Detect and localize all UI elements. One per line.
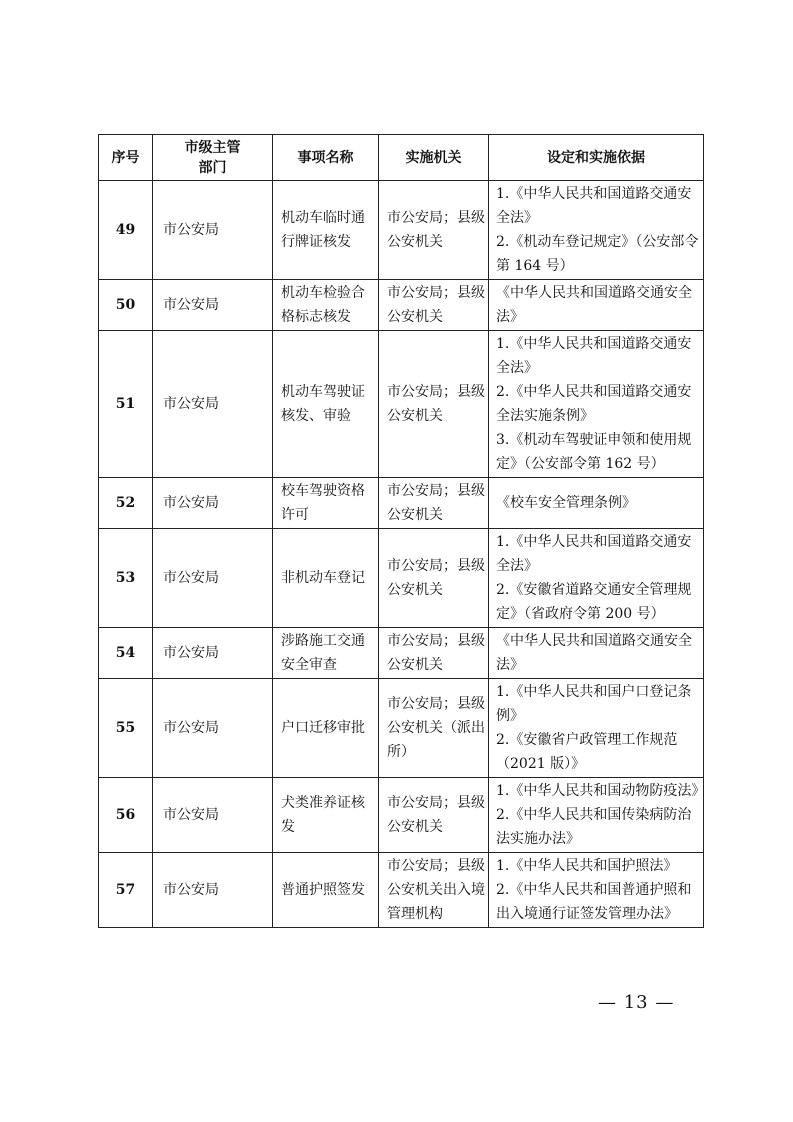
row-basis (489, 778, 704, 853)
row-org: 市公安局；县级公安机关 (379, 331, 489, 478)
basis-item: 1.《中华人民共和国动物防疫法》 (496, 783, 706, 799)
row-basis (489, 331, 704, 478)
row-name: 户口迁移审批 (273, 679, 379, 778)
row-name: 机动车驾驶证核发、审验 (273, 331, 379, 478)
table-row (99, 853, 704, 928)
row-basis (489, 478, 704, 529)
row-number: 54 (99, 628, 153, 679)
row-dept: 市公安局 (153, 628, 273, 679)
row-number: 51 (99, 331, 153, 478)
basis-item: 《校车安全管理条例》 (496, 495, 636, 511)
page-number: — 13 — (598, 992, 675, 1013)
row-dept: 市公安局 (153, 529, 273, 628)
header-no: 序号 (99, 135, 153, 181)
basis-item: 《中华人民共和国道路交通安全法》 (496, 285, 692, 325)
row-org: 市公安局；县级公安机关 (379, 181, 489, 280)
table-row (99, 181, 704, 280)
row-name: 机动车检验合格标志核发 (273, 280, 379, 331)
header-dept-line2: 部门 (198, 159, 227, 176)
basis-item: 2.《中华人民共和国道路交通安全法实施条例》 (496, 384, 692, 424)
header-dept (153, 135, 273, 181)
table-row (99, 331, 704, 478)
row-org: 市公安局；县级公安机关出入境管理机构 (379, 853, 489, 928)
row-number: 49 (99, 181, 153, 280)
basis-item: 1.《中华人民共和国道路交通安全法》 (496, 534, 692, 574)
row-org: 市公安局；县级公安机关 (379, 529, 489, 628)
row-name: 非机动车登记 (273, 529, 379, 628)
basis-item: 1.《中华人民共和国户口登记条例》 (496, 684, 692, 724)
row-name: 普通护照签发 (273, 853, 379, 928)
table-body (99, 181, 704, 928)
row-name: 机动车临时通行牌证核发 (273, 181, 379, 280)
table-row (99, 628, 704, 679)
row-number: 57 (99, 853, 153, 928)
row-dept: 市公安局 (153, 478, 273, 529)
table-row (99, 778, 704, 853)
items-table (98, 134, 704, 928)
basis-item: 2.《机动车登记规定》（公安部令第 164 号） (496, 234, 699, 274)
row-number: 50 (99, 280, 153, 331)
row-org: 市公安局；县级公安机关 (379, 628, 489, 679)
basis-item: 2.《中华人民共和国普通护照和出入境通行证签发管理办法》 (496, 882, 692, 922)
basis-item: 2.《中华人民共和国传染病防治法实施办法》 (496, 807, 692, 847)
row-org: 市公安局；县级公安机关 (379, 778, 489, 853)
row-basis (489, 280, 704, 331)
basis-item: 1.《中华人民共和国道路交通安全法》 (496, 336, 692, 376)
row-number: 56 (99, 778, 153, 853)
header-dept-line1: 市级主管 (184, 139, 241, 156)
row-name: 校车驾驶资格许可 (273, 478, 379, 529)
basis-item: 2.《安徽省道路交通安全管理规定》（省政府令第 200 号） (496, 582, 692, 622)
basis-item: 2.《安徽省户政管理工作规范（2021 版）》 (496, 732, 678, 772)
table-row (99, 679, 704, 778)
row-dept: 市公安局 (153, 181, 273, 280)
row-basis (489, 679, 704, 778)
row-basis (489, 853, 704, 928)
header-name: 事项名称 (273, 135, 379, 181)
row-dept: 市公安局 (153, 280, 273, 331)
table-row (99, 529, 704, 628)
row-org: 市公安局；县级公安机关 (379, 478, 489, 529)
row-dept: 市公安局 (153, 853, 273, 928)
row-dept: 市公安局 (153, 679, 273, 778)
row-name: 涉路施工交通安全审查 (273, 628, 379, 679)
row-basis (489, 628, 704, 679)
table-header-row (99, 135, 704, 181)
row-number: 53 (99, 529, 153, 628)
table-row (99, 478, 704, 529)
row-basis (489, 529, 704, 628)
row-number: 55 (99, 679, 153, 778)
basis-item: 1.《中华人民共和国道路交通安全法》 (496, 186, 692, 226)
header-basis: 设定和实施依据 (489, 135, 704, 181)
header-org: 实施机关 (379, 135, 489, 181)
basis-item: 1.《中华人民共和国护照法》 (496, 858, 678, 874)
row-dept: 市公安局 (153, 778, 273, 853)
table-row (99, 280, 704, 331)
basis-item: 3.《机动车驾驶证申领和使用规定》（公安部令第 162 号） (496, 432, 692, 472)
row-org: 市公安局；县级公安机关（派出所） (379, 679, 489, 778)
basis-item: 《中华人民共和国道路交通安全法》 (496, 633, 692, 673)
row-basis (489, 181, 704, 280)
row-number: 52 (99, 478, 153, 529)
row-dept: 市公安局 (153, 331, 273, 478)
row-org: 市公安局；县级公安机关 (379, 280, 489, 331)
row-name: 犬类准养证核发 (273, 778, 379, 853)
